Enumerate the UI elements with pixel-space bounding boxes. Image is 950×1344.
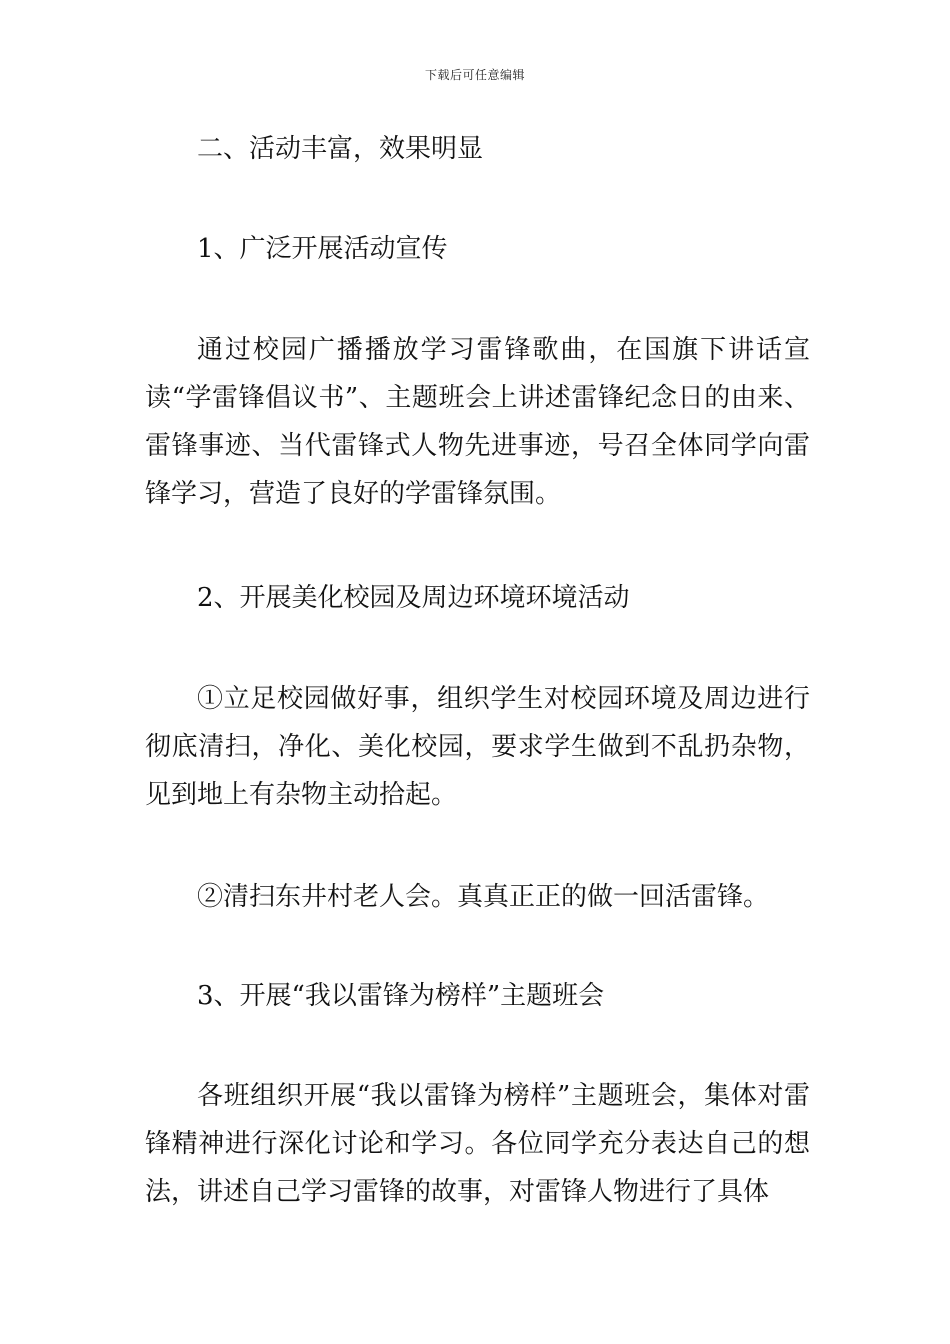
section-heading: 二、活动丰富，效果明显 xyxy=(197,134,484,164)
body-paragraph: 各班组织开展“我以雷锋为榜样”主题班会，集体对雷锋精神进行深化讨论和学习。各位同学充分表达自己的想法，讲述自己学习雷锋的故事，对雷锋人物进行了具体 xyxy=(145,1081,810,1207)
subsection-heading: 1、广泛开展活动宣传 xyxy=(197,234,448,264)
subsection-heading: 2、开展美化校园及周边环境环境活动 xyxy=(197,583,630,613)
header-note: 下载后可任意编辑 xyxy=(424,68,525,82)
body-paragraph: ②清扫东井村老人会。真真正正的做一回活雷锋。 xyxy=(197,882,770,912)
subsection-heading: 3、开展“我以雷锋为榜样”主题班会 xyxy=(197,981,605,1011)
body-paragraph: ①立足校园做好事，组织学生对校园环境及周边进行彻底清扫，净化、美化校园，要求学生做到不乱扔杂物，见到地上有杂物主动拾起。 xyxy=(145,684,810,810)
body-paragraph: 通过校园广播播放学习雷锋歌曲，在国旗下讲话宣读“学雷锋倡议书”、主题班会上讲述雷锋纪念日的由来、雷锋事迹、当代雷锋式人物先进事迹，号召全体同学向雷锋学习，营造了良好的学雷锋氛围。 xyxy=(145,335,810,509)
